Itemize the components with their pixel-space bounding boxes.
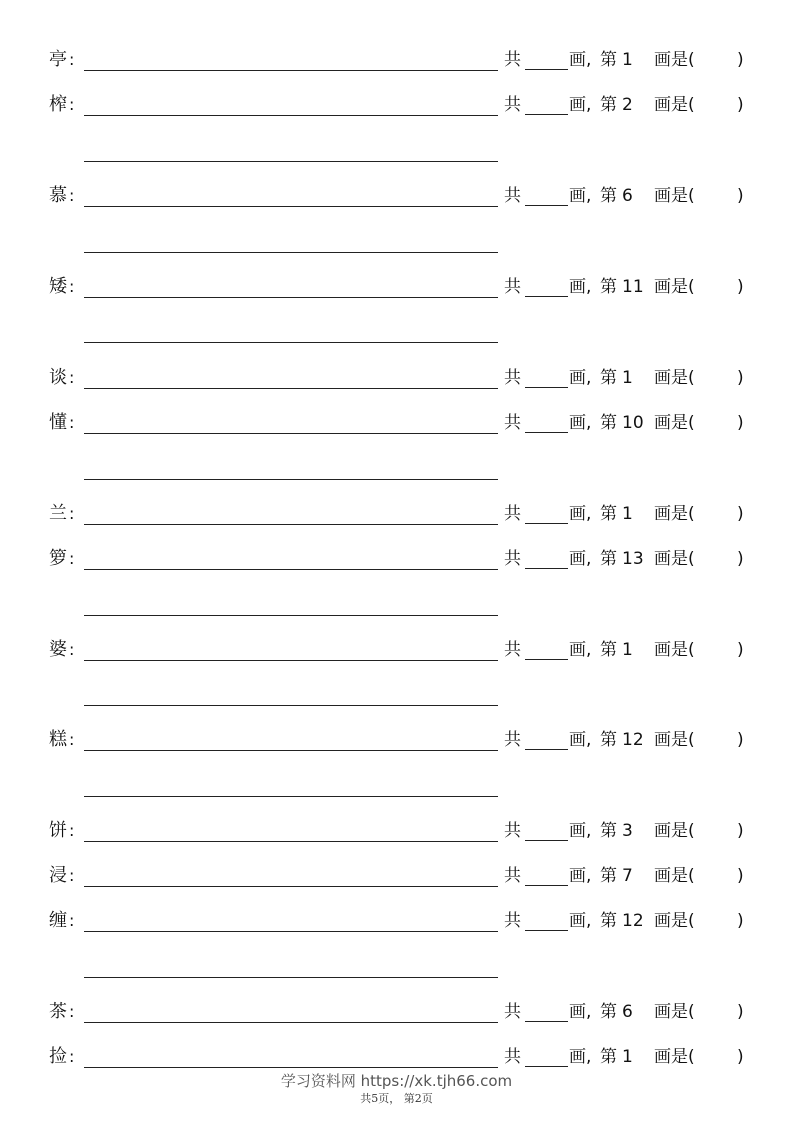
entry-character: 谈	[49, 367, 67, 388]
stroke-unit: 画,	[569, 95, 592, 115]
stroke-count-blank[interactable]	[525, 432, 568, 433]
stroke-number: 7	[622, 866, 633, 886]
writing-line[interactable]	[84, 115, 498, 116]
entry-colon: :	[69, 1047, 75, 1066]
stroke-is-label: 画是(	[654, 821, 695, 841]
stroke-count-blank[interactable]	[525, 114, 568, 115]
stroke-number: 10	[622, 413, 644, 433]
stroke-count-blank[interactable]	[525, 523, 568, 524]
answer-paren-close[interactable]: )	[737, 368, 744, 388]
stroke-unit: 画,	[569, 640, 592, 660]
ordinal-label: 第	[600, 730, 617, 750]
writing-line[interactable]	[84, 886, 498, 887]
stroke-entry	[0, 273, 793, 301]
stroke-count-blank[interactable]	[525, 749, 568, 750]
ordinal-label: 第	[600, 277, 617, 297]
stroke-count-blank[interactable]	[525, 930, 568, 931]
entry-character: 榨	[49, 94, 67, 115]
total-label: 共	[504, 730, 521, 750]
entry-character: 懂	[49, 412, 67, 433]
stroke-count-blank[interactable]	[525, 885, 568, 886]
entry-colon: :	[69, 504, 75, 523]
ordinal-label: 第	[600, 368, 617, 388]
stroke-number: 1	[622, 504, 633, 524]
stroke-number: 1	[622, 1047, 633, 1067]
total-label: 共	[504, 1002, 521, 1022]
stroke-entry	[0, 364, 793, 392]
stroke-is-label: 画是(	[654, 911, 695, 931]
stroke-entry	[0, 907, 793, 935]
stroke-entry	[0, 409, 793, 437]
stroke-entry	[0, 726, 793, 754]
entry-colon: :	[69, 1002, 75, 1021]
answer-paren-close[interactable]: )	[737, 911, 744, 931]
entry-character: 浸	[49, 865, 67, 886]
answer-paren-close[interactable]: )	[737, 186, 744, 206]
ordinal-label: 第	[600, 640, 617, 660]
ordinal-label: 第	[600, 50, 617, 70]
stroke-unit: 画,	[569, 821, 592, 841]
answer-paren-close[interactable]: )	[737, 1047, 744, 1067]
total-label: 共	[504, 277, 521, 297]
ordinal-label: 第	[600, 95, 617, 115]
writing-line-continuation[interactable]	[84, 705, 498, 706]
stroke-unit: 画,	[569, 186, 592, 206]
stroke-entry	[0, 862, 793, 890]
writing-line[interactable]	[84, 931, 498, 932]
stroke-number: 2	[622, 95, 633, 115]
stroke-is-label: 画是(	[654, 640, 695, 660]
stroke-unit: 画,	[569, 549, 592, 569]
ordinal-label: 第	[600, 911, 617, 931]
entry-colon: :	[69, 911, 75, 930]
stroke-entry	[0, 46, 793, 74]
ordinal-label: 第	[600, 504, 617, 524]
stroke-number: 12	[622, 911, 644, 931]
total-label: 共	[504, 640, 521, 660]
entry-character: 矮	[49, 276, 67, 297]
writing-line-continuation[interactable]	[84, 977, 498, 978]
total-label: 共	[504, 1047, 521, 1067]
stroke-number: 3	[622, 821, 633, 841]
stroke-unit: 画,	[569, 504, 592, 524]
stroke-is-label: 画是(	[654, 413, 695, 433]
writing-line[interactable]	[84, 750, 498, 751]
answer-paren-close[interactable]: )	[737, 821, 744, 841]
entry-character: 糕	[49, 729, 67, 750]
stroke-is-label: 画是(	[654, 1047, 695, 1067]
writing-line-continuation[interactable]	[84, 796, 498, 797]
entry-character: 兰	[49, 503, 67, 524]
answer-paren-close[interactable]: )	[737, 1002, 744, 1022]
entry-character: 缠	[49, 910, 67, 931]
stroke-is-label: 画是(	[654, 730, 695, 750]
stroke-number: 11	[622, 277, 644, 297]
entry-colon: :	[69, 95, 75, 114]
total-label: 共	[504, 413, 521, 433]
stroke-unit: 画,	[569, 50, 592, 70]
answer-paren-close[interactable]: )	[737, 504, 744, 524]
stroke-entry	[0, 998, 793, 1026]
writing-line[interactable]	[84, 1067, 498, 1068]
stroke-is-label: 画是(	[654, 866, 695, 886]
stroke-number: 1	[622, 50, 633, 70]
total-label: 共	[504, 186, 521, 206]
total-label: 共	[504, 50, 521, 70]
footer-page-number: 共5页， 第2页	[360, 1092, 433, 1105]
ordinal-label: 第	[600, 186, 617, 206]
stroke-is-label: 画是(	[654, 186, 695, 206]
stroke-unit: 画,	[569, 866, 592, 886]
stroke-count-blank[interactable]	[525, 659, 568, 660]
answer-paren-close[interactable]: )	[737, 549, 744, 569]
writing-line[interactable]	[84, 388, 498, 389]
ordinal-label: 第	[600, 1002, 617, 1022]
answer-paren-close[interactable]: )	[737, 413, 744, 433]
entry-character: 茶	[49, 1001, 67, 1022]
ordinal-label: 第	[600, 821, 617, 841]
entry-colon: :	[69, 821, 75, 840]
writing-line[interactable]	[84, 1022, 498, 1023]
total-label: 共	[504, 911, 521, 931]
answer-paren-close[interactable]: )	[737, 640, 744, 660]
stroke-number: 1	[622, 368, 633, 388]
stroke-is-label: 画是(	[654, 1002, 695, 1022]
entry-colon: :	[69, 186, 75, 205]
stroke-is-label: 画是(	[654, 50, 695, 70]
stroke-count-blank[interactable]	[525, 69, 568, 70]
stroke-entry	[0, 91, 793, 119]
total-label: 共	[504, 368, 521, 388]
stroke-count-blank[interactable]	[525, 840, 568, 841]
entry-character: 捡	[49, 1046, 67, 1067]
entry-character: 饼	[49, 820, 67, 841]
total-label: 共	[504, 821, 521, 841]
answer-paren-close[interactable]: )	[737, 866, 744, 886]
writing-line-continuation[interactable]	[84, 615, 498, 616]
stroke-is-label: 画是(	[654, 95, 695, 115]
stroke-count-blank[interactable]	[525, 296, 568, 297]
stroke-unit: 画,	[569, 413, 592, 433]
stroke-count-blank[interactable]	[525, 1021, 568, 1022]
entry-colon: :	[69, 549, 75, 568]
entry-character: 慕	[49, 185, 67, 206]
writing-line-continuation[interactable]	[84, 479, 498, 480]
entry-character: 箩	[49, 548, 67, 569]
writing-line-continuation[interactable]	[84, 161, 498, 162]
entry-colon: :	[69, 368, 75, 387]
entry-colon: :	[69, 413, 75, 432]
entry-colon: :	[69, 277, 75, 296]
total-label: 共	[504, 504, 521, 524]
stroke-is-label: 画是(	[654, 549, 695, 569]
stroke-number: 6	[622, 1002, 633, 1022]
entry-character: 亭	[49, 49, 67, 70]
total-label: 共	[504, 866, 521, 886]
stroke-entry	[0, 1043, 793, 1071]
stroke-entry	[0, 636, 793, 664]
writing-line[interactable]	[84, 841, 498, 842]
entry-colon: :	[69, 640, 75, 659]
answer-paren-close[interactable]: )	[737, 95, 744, 115]
stroke-is-label: 画是(	[654, 504, 695, 524]
total-label: 共	[504, 95, 521, 115]
stroke-number: 13	[622, 549, 644, 569]
stroke-number: 6	[622, 186, 633, 206]
writing-line[interactable]	[84, 569, 498, 570]
entry-colon: :	[69, 730, 75, 749]
writing-line[interactable]	[84, 206, 498, 207]
writing-line[interactable]	[84, 660, 498, 661]
total-label: 共	[504, 549, 521, 569]
writing-line-continuation[interactable]	[84, 252, 498, 253]
entry-colon: :	[69, 50, 75, 69]
answer-paren-close[interactable]: )	[737, 277, 744, 297]
stroke-count-blank[interactable]	[525, 387, 568, 388]
stroke-entry	[0, 817, 793, 845]
writing-line-continuation[interactable]	[84, 342, 498, 343]
ordinal-label: 第	[600, 413, 617, 433]
stroke-entry	[0, 182, 793, 210]
ordinal-label: 第	[600, 866, 617, 886]
footer-site-link[interactable]: 学习资料网 https://xk.tjh66.com	[280, 1072, 513, 1090]
stroke-number: 1	[622, 640, 633, 660]
stroke-count-blank[interactable]	[525, 1066, 568, 1067]
stroke-count-blank[interactable]	[525, 205, 568, 206]
stroke-unit: 画,	[569, 1047, 592, 1067]
entry-character: 婆	[49, 639, 67, 660]
ordinal-label: 第	[600, 1047, 617, 1067]
answer-paren-close[interactable]: )	[737, 50, 744, 70]
stroke-unit: 画,	[569, 730, 592, 750]
stroke-is-label: 画是(	[654, 277, 695, 297]
stroke-is-label: 画是(	[654, 368, 695, 388]
writing-line[interactable]	[84, 297, 498, 298]
ordinal-label: 第	[600, 549, 617, 569]
writing-line[interactable]	[84, 70, 498, 71]
stroke-entry	[0, 545, 793, 573]
stroke-entry	[0, 500, 793, 528]
stroke-unit: 画,	[569, 368, 592, 388]
stroke-number: 12	[622, 730, 644, 750]
answer-paren-close[interactable]: )	[737, 730, 744, 750]
writing-line[interactable]	[84, 524, 498, 525]
writing-line[interactable]	[84, 433, 498, 434]
stroke-unit: 画,	[569, 277, 592, 297]
stroke-unit: 画,	[569, 911, 592, 931]
stroke-unit: 画,	[569, 1002, 592, 1022]
entry-colon: :	[69, 866, 75, 885]
stroke-count-blank[interactable]	[525, 568, 568, 569]
